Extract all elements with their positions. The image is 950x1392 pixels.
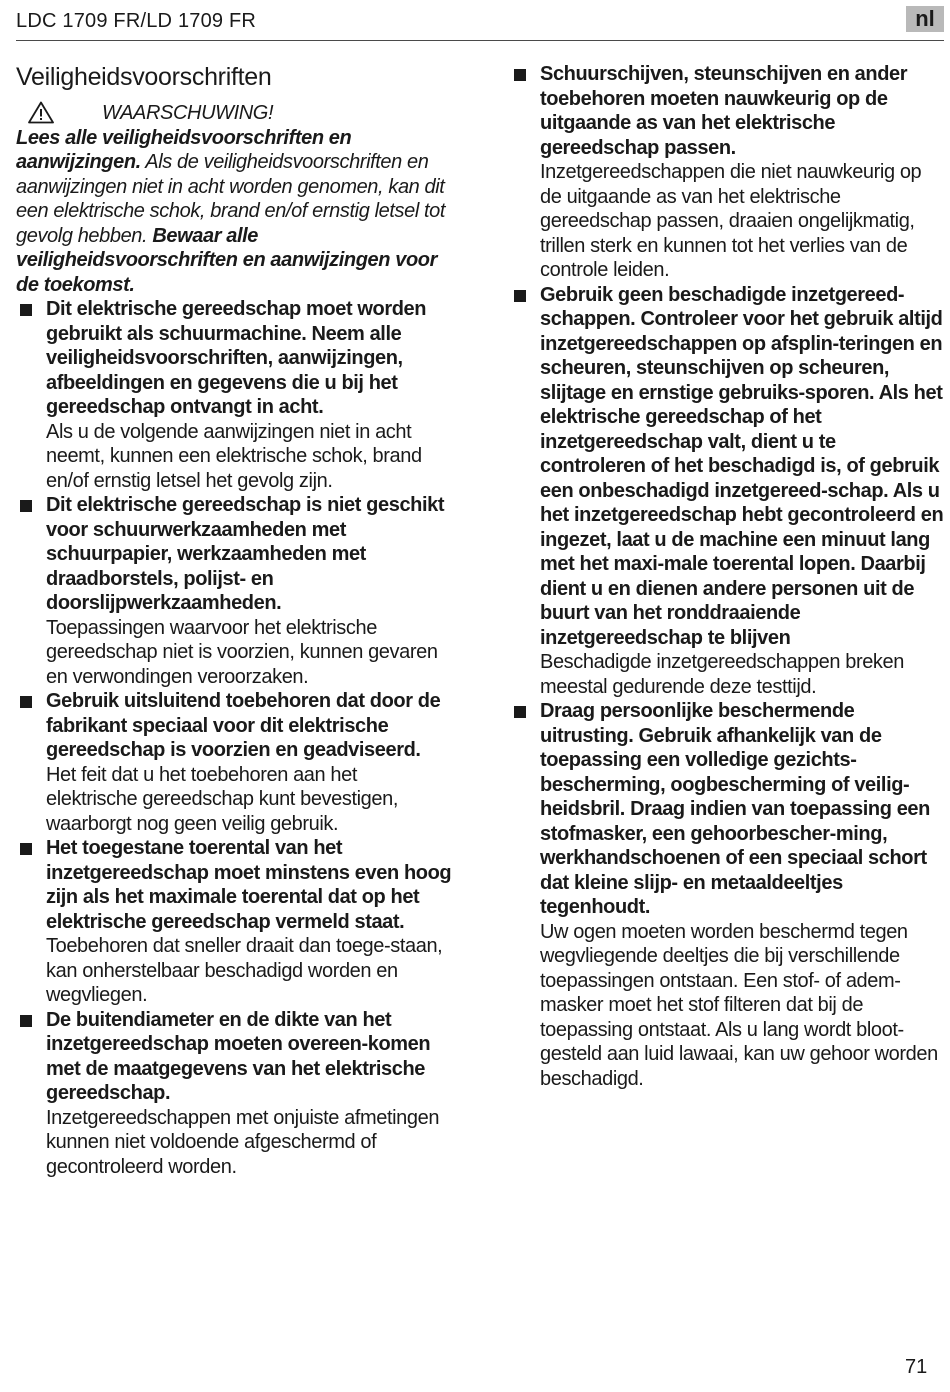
document-header-title: LDC 1709 FR/LD 1709 FR (16, 10, 257, 32)
left-item-list (16, 297, 452, 1179)
list-item (16, 493, 452, 689)
list-item (16, 836, 452, 1008)
item-normal-text: Het feit dat u het toebehoren aan het elektrische gereedschap kunt bevestigen, waarborgt nog geen veilig gebruik. (46, 763, 399, 835)
list-item (16, 1008, 452, 1180)
warning-heading (16, 101, 452, 126)
square-bullet-icon (20, 500, 32, 512)
list-item (16, 297, 452, 493)
header-divider (16, 40, 944, 41)
warning-label: WAARSCHUWING! (102, 102, 274, 124)
item-bold-text: Het toegestane toerental van het inzetgereedschap moet minstens even hoog zijn als het maximale toerental dat op het elektrische gereedschap vermeld staat. (46, 837, 452, 933)
item-normal-text: Uw ogen moeten worden beschermd tegen wegvliegende deeltjes die bij verschillende toepassingen ontstaan. Een stof- of adem-masker moet het stof filteren dat bij de toepassing ontstaat. Als u lang wordt bloot-gesteld aan luid lawaai, kan uw gehoor worden beschadigd. (540, 920, 938, 1090)
page-number: 71 (905, 1356, 928, 1378)
item-bold-text: Dit elektrische gereedschap moet worden gebruikt als schuurmachine. Neem alle veiligheidsvoorschriften, aanwijzingen, afbeeldingen en gegevens die u bij het gereedschap ontvangt in acht. (46, 298, 427, 418)
item-bold-text: Schuurschijven, steunschijven en ander toebehoren moeten nauwkeurig op de uitgaande as van het elektrische gereedschap passen. (540, 63, 908, 159)
item-normal-text: Inzetgereedschappen met onjuiste afmetingen kunnen niet voldoende afgeschermd of gecontroleerd worden. (46, 1106, 440, 1178)
intro-plain-text: Als de veiligheidsvoorschriften en aanwijzingen niet in acht worden genomen, kan dit een elektrische schok, brand en/of ernstig letsel tot gevolg hebben. (16, 151, 446, 247)
square-bullet-icon (514, 290, 526, 302)
intro-bold-keep: Bewaar alle veiligheidsvoorschriften en aanwijzingen voor de toekomst. (16, 224, 437, 296)
item-bold-text: Gebruik geen beschadigde inzetgereed-schappen. Controleer voor het gebruik altijd inzetgereedschappen op afsplin-teringen en scheuren, steunschijven op scheuren, slijtage en ernstige gebruiks-sporen. Als het elektrische gereedschap of het inzetgereedschap valt, dient u te controleren of het beschadigd is, of gebruik een onbeschadigd inzetgereed-schap. Als u het inzetgereedschap hebt gecontroleerd en ingezet, laat u de machine een minuut lang met het maxi-male toerental lopen. Daarbij dient u en dienen andere personen uit de buurt van het ronddraaiende inzetgereedschap te blijven (540, 283, 944, 649)
square-bullet-icon (20, 696, 32, 708)
square-bullet-icon (514, 706, 526, 718)
right-column (510, 62, 944, 1091)
left-column (16, 62, 452, 1179)
list-item (510, 62, 944, 283)
item-normal-text: Toebehoren dat sneller draait dan toege-staan, kan onherstelbaar beschadigd worden en wegvliegen. (46, 935, 443, 1006)
item-bold-text: Dit elektrische gereedschap is niet geschikt voor schuurwerkzaamheden met schuurpapier, werkzaamheden met draadborstels, polijst- en doorslijpwerkzaamheden. (46, 494, 445, 614)
square-bullet-icon (20, 843, 32, 855)
item-normal-text: Toepassingen waarvoor het elektrische gereedschap niet is voorzien, kunnen gevaren en verwondingen veroorzaken. (46, 616, 438, 688)
item-bold-text: De buitendiameter en de dikte van het inzetgereedschap moeten overeen-komen met de maatgegevens van het elektrische gereedschap. (46, 1008, 431, 1104)
item-normal-text: Als u de volgende aanwijzingen niet in acht neemt, kunnen een elektrische schok, brand en/of ernstig letsel het gevolg zijn. (46, 420, 422, 492)
language-badge: nl (906, 6, 944, 32)
intro-bold-read: Lees alle veiligheidsvoorschriften en aanwijzingen. (16, 126, 352, 173)
warning-intro (16, 126, 452, 298)
item-normal-text: Beschadigde inzetgereedschappen breken meestal gedurende deze testtijd. (540, 651, 904, 698)
list-item (510, 699, 944, 1091)
square-bullet-icon (20, 304, 32, 316)
section-title: Veiligheidsvoorschriften (16, 63, 272, 91)
item-bold-text: Draag persoonlijke beschermende uitrusting. Gebruik afhankelijk van de toepassing een volledige gezichts-bescherming, oogbescherming of veilig-heidsbril. Draag indien van toepassing een stofmasker, een gehoorbescher-ming, werkhandschoenen of een speciaal schort dat kleine slijp- en metaaldeeltjes tegenhoudt. (540, 700, 930, 918)
list-item (510, 283, 944, 700)
square-bullet-icon (514, 69, 526, 81)
item-bold-text: Gebruik uitsluitend toebehoren dat door de fabrikant speciaal voor dit elektrische gereedschap is voorzien en geadviseerd. (46, 690, 441, 761)
list-item (16, 689, 452, 836)
item-normal-text: Inzetgereedschappen die niet nauwkeurig op de uitgaande as van het elektrische gereedschap passen, draaien ongelijkmatig, trillen sterk en kunnen tot het verlies van de controle leiden. (540, 161, 922, 281)
square-bullet-icon (20, 1015, 32, 1027)
warning-triangle-icon (28, 101, 54, 124)
